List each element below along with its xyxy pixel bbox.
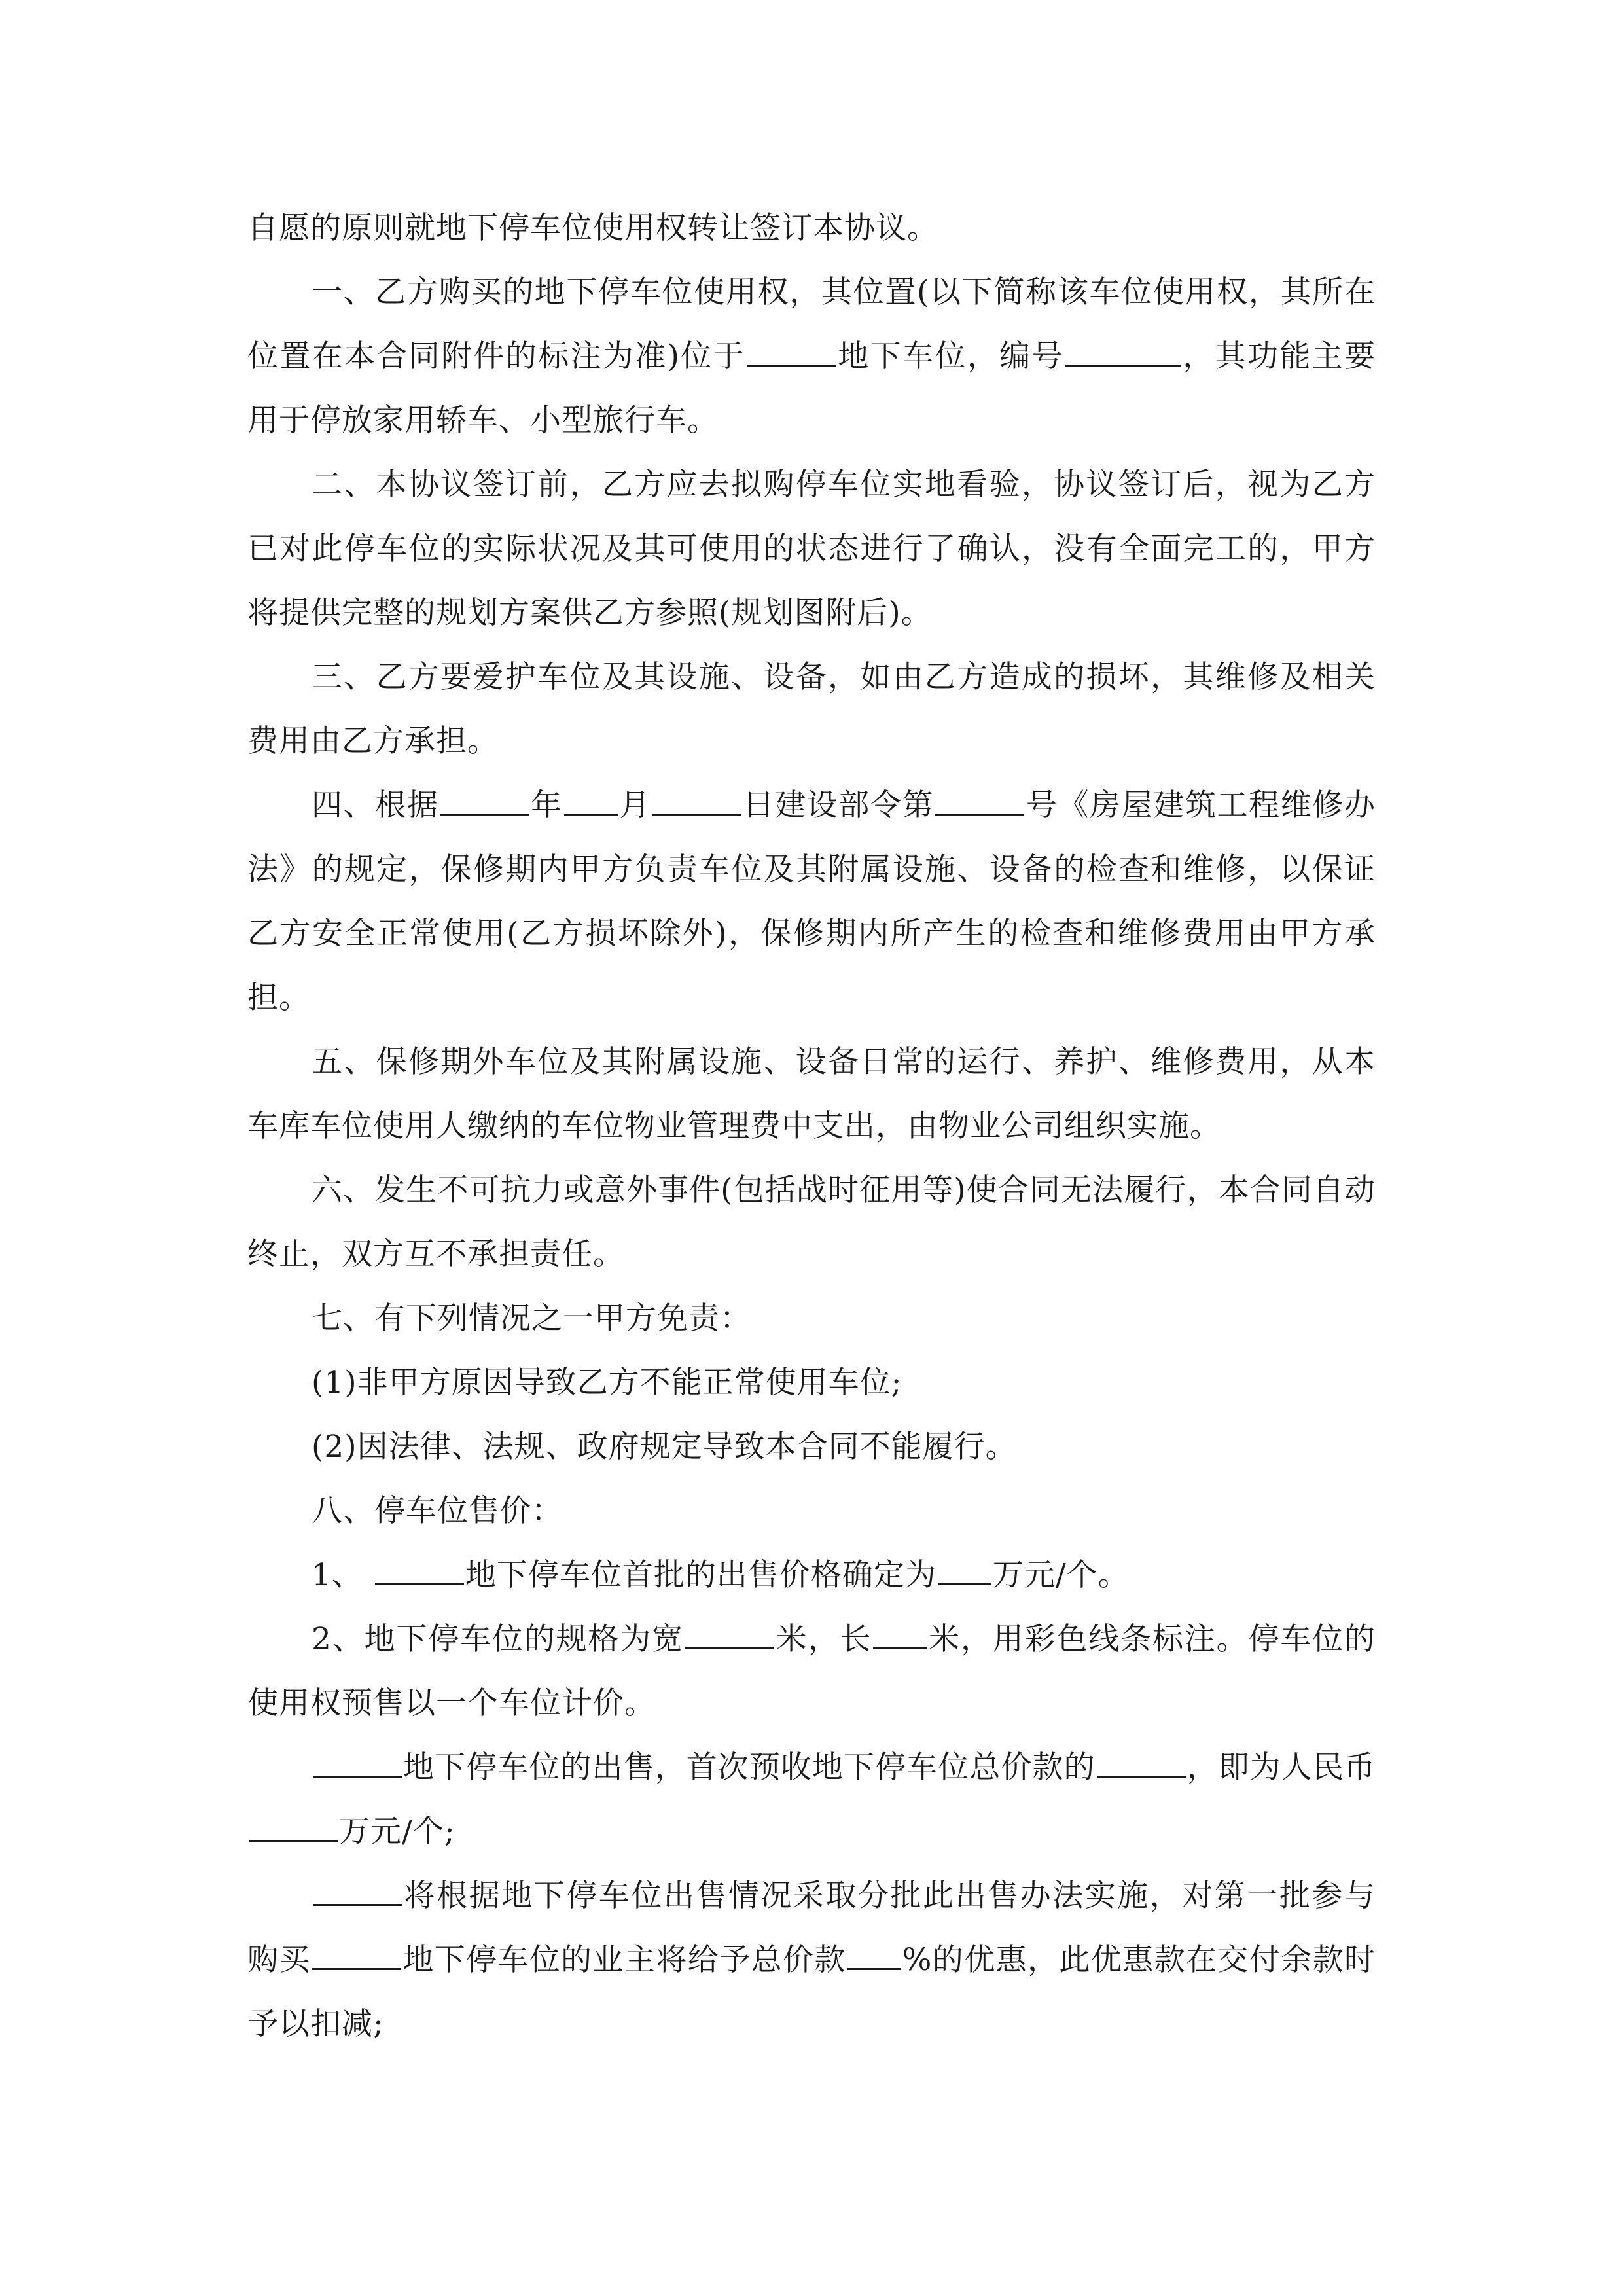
discount-text-a: 将根据地下停车位出售情况采取分批此出售办法实施，对第一批参与购买	[247, 1878, 1376, 1978]
document-page	[247, 196, 1376, 2056]
item-2-text-b: 米，长	[775, 1621, 872, 1657]
blank-lot-name-2	[312, 1934, 401, 1970]
item-2-text-c: 米，用彩色线条标注。停车位的使用权预售以一个车位计价。	[247, 1621, 1376, 1721]
paragraph-clause-8: 八、停车位售价：	[312, 1493, 563, 1529]
blank-lot-name	[375, 1549, 464, 1585]
blank-width	[685, 1613, 774, 1649]
blank-price	[938, 1549, 991, 1585]
blank-order-number	[935, 780, 1024, 816]
paragraph-clause-7: 七、有下列情况之一甲方免责：	[312, 1300, 751, 1336]
item-1-text-c: 万元/个。	[992, 1557, 1130, 1593]
blank-seller-2	[313, 1870, 402, 1906]
presale-text-c: 万元/个;	[339, 1814, 455, 1850]
blank-month	[564, 780, 618, 816]
paragraph-clause-6: 六、发生不可抗力或意外事件(包括战时征用等)使合同无法履行，本合同自动终止，双方互不承担责任。	[247, 1172, 1376, 1272]
paragraph-clause-8-item-2	[247, 1607, 1376, 1736]
paragraph-clause-7-item-1: (1)非甲方原因导致乙方不能正常使用车位;	[312, 1365, 902, 1401]
blank-location	[747, 331, 836, 367]
paragraph-clause-3: 三、乙方要爱护车位及其设施、设备，如由乙方造成的损坏，其维修及相关费用由乙方承担。	[247, 659, 1376, 759]
blank-seller-1	[313, 1742, 402, 1778]
paragraph-intro: 自愿的原则就地下停车位使用权转让签订本协议。	[247, 210, 938, 246]
paragraph-clause-7-item-2: (2)因法律、法规、政府规定导致本合同不能履行。	[312, 1429, 1017, 1465]
discount-text-c: %的优惠，此优惠款在交付余款时予以扣减;	[247, 1942, 1376, 2042]
paragraph-presale	[247, 1736, 1376, 1864]
paragraph-clause-4	[247, 774, 1376, 1030]
clause-1-text-a: 一、乙方购买的地下停车位使用权，其位置(以下简称该车位使用权，其所在位置在本合同附件的标注为准)位于	[247, 274, 1376, 374]
item-1-text-b: 地下停车位首批的出售价格确定为	[465, 1557, 936, 1593]
blank-day	[652, 780, 741, 816]
clause-1-text-b: 地下车位，编号	[837, 338, 1064, 374]
presale-text-a: 地下停车位的出售，首次预收地下停车位总价款的	[403, 1749, 1096, 1785]
clause-4-text-e: 号《房屋建筑工程维修办法》的规定，保修期内甲方负责车位及其附属设施、设备的检查和维修，以保证乙方安全正常使用(乙方损坏除外)，保修期内所产生的检查和维修费用由甲方承担。	[247, 787, 1376, 1016]
paragraph-clause-2: 二、本协议签订前，乙方应去拟购停车位实地看验，协议签订后，视为乙方已对此停车位的实际状况及其可使用的状态进行了确认，没有全面完工的，甲方将提供完整的规划方案供乙方参照(规划图附后)。	[247, 467, 1376, 631]
item-1-text-a: 1、	[312, 1557, 374, 1593]
paragraph-discount	[247, 1864, 1376, 2056]
blank-number	[1065, 331, 1181, 367]
blank-deposit-ratio	[1097, 1742, 1186, 1778]
item-2-text-a: 2、地下停车位的规格为宽	[312, 1621, 684, 1657]
clause-4-text-c: 月	[618, 787, 651, 823]
presale-text-b: ，即为人民币	[1186, 1749, 1376, 1785]
blank-length	[873, 1613, 927, 1649]
paragraph-clause-1	[247, 260, 1376, 453]
blank-discount-percent	[847, 1934, 901, 1970]
paragraph-clause-5: 五、保修期外车位及其附属设施、设备日常的运行、养护、维修费用，从本车库车位使用人缴纳的车位物业管理费中支出，由物业公司组织实施。	[247, 1044, 1376, 1144]
clause-1-text-c: ，其功能主要用于停放家用轿车、小型旅行车。	[247, 338, 1376, 439]
blank-year	[440, 780, 529, 816]
clause-4-text-a: 四、根据	[312, 787, 439, 823]
discount-text-b: 地下停车位的业主将给予总价款	[402, 1942, 846, 1978]
clause-4-text-b: 年	[530, 787, 563, 823]
blank-deposit-amount	[249, 1806, 338, 1842]
paragraph-clause-8-item-1	[247, 1543, 1376, 1607]
clause-4-text-d: 日建设部令第	[742, 787, 935, 823]
